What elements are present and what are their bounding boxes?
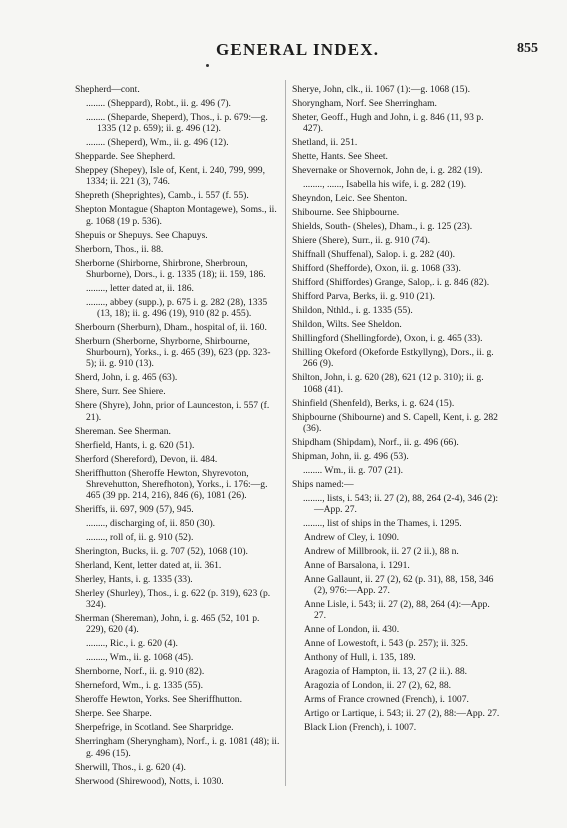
column-divider <box>285 80 286 786</box>
index-entry: Shipman, John, ii. g. 496 (53). <box>292 450 409 462</box>
index-entry: Sheyndon, Leic. See Shenton. <box>292 193 408 205</box>
index-entry: Sherman (Shereman), John, i. g. 465 (52, 101 p. 229), 620 (4). <box>75 613 260 636</box>
index-entry: Shepparde. See Shepherd. <box>75 151 176 163</box>
index-entry: Anne of London, ii. 430. <box>304 624 400 636</box>
index-entry: Sherpefrige, in Scotland. See Sharpridge. <box>75 722 234 734</box>
index-entry: Sherburn (Sherborne, Shyrborne, Shirbourne, Shurbourn), Yorks., i. g. 465 (39), 623 (pp. 323-5); ii. g. 910 (13). <box>75 336 271 370</box>
index-entry: Anne of Barsalona, i. 1291. <box>304 560 410 572</box>
index-entry: Sherpe. See Sharpe. <box>75 708 152 720</box>
index-entry: Shevernake or Shovernok, John de, i. g. 282 (19). <box>292 165 483 177</box>
index-entry: Shillingford (Shellingforde), Oxon, i. g. 465 (33). <box>292 333 483 345</box>
index-entry: Shere (Shyre), John, prior of Launceston, i. 557 (f. 21). <box>75 400 270 423</box>
index-entry: Shernborne, Norf., ii. g. 910 (82). <box>75 666 205 678</box>
index-entry: Shifford (Shiffordes) Grange, Salop,. i. g. 846 (82). <box>292 277 490 289</box>
index-entry: ........, abbey (supp.), p. 675 i. g. 282 (28), 1335 (13, 18); ii. g. 496 (19), 910 (82 p. 455). <box>86 296 268 320</box>
index-entry: Shiffnall (Shuffenal), Salop. i. g. 282 (40). <box>292 249 455 261</box>
index-entry: ........, Wm., ii. g. 1068 (45). <box>86 652 194 664</box>
index-entry: Shipbourne (Shibourne) and S. Capell, Kent, i. g. 282 (36). <box>292 411 498 434</box>
index-entry: ........ (Sheperd), Wm., ii. g. 496 (12). <box>86 137 229 149</box>
index-entry: ........, ......, Isabella his wife, i. g. 282 (19). <box>303 179 467 191</box>
index-entry: Aragozia of London, ii. 27 (2), 62, 88. <box>304 680 452 692</box>
index-entry: Artigo or Lartique, i. 543; ii. 27 (2), 88:—App. 27. <box>304 708 500 720</box>
index-entry: Sherye, John, clk., ii. 1067 (1):—g. 1068 (15). <box>292 84 470 95</box>
index-entry: Shields, South- (Sheles), Dham., i. g. 125 (23). <box>292 221 473 233</box>
ornament-dot <box>206 64 209 67</box>
index-column-left <box>75 84 280 790</box>
index-entry: Shepton Montague (Shapton Montagewe), Soms., ii. g. 1068 (19 p. 536). <box>75 204 277 227</box>
index-entry: ........ Wm., ii. g. 707 (21). <box>303 464 404 476</box>
page-header <box>0 40 567 64</box>
index-entry: Shere, Surr. See Shiere. <box>75 386 166 398</box>
index-entry: Arms of France crowned (French), i. 1007. <box>304 694 469 706</box>
index-entry: Shildon, Wilts. See Sheldon. <box>292 319 402 331</box>
index-entry: Sherford (Shereford), Devon, ii. 484. <box>75 453 218 465</box>
index-entry: Ships named:— <box>292 478 354 490</box>
index-entry: ........, roll of, ii. g. 910 (52). <box>86 532 194 544</box>
index-entry: Shepuis or Shepuys. See Chapuys. <box>75 229 208 241</box>
index-entry: ........ (Sheppard), Robt., ii. g. 496 (7). <box>86 98 231 109</box>
index-entry: Anne of Lowestoft, i. 543 (p. 257); ii. 325. <box>304 638 468 650</box>
index-entry: Shetland, ii. 251. <box>292 137 358 149</box>
index-entry: Sherd, John, i. g. 465 (63). <box>75 372 178 384</box>
index-entry: Shipdham (Shipdam), Norf., ii. g. 496 (66). <box>292 436 459 448</box>
index-entry: ........, discharging of, ii. 850 (30). <box>86 518 216 530</box>
index-entry: Sherley, Hants, i. g. 1335 (33). <box>75 574 193 586</box>
index-entry: Aragozia of Hampton, ii. 13, 27 (2 ii.). 88. <box>304 666 468 678</box>
index-entry: Sheriffhutton (Sheroffe Hewton, Shyrevoton, Shrevehutton, Sherefhoton), Yorks., i. 176:—g. 465 (39 pp. 214, 216), 846 (6), 1081 (26). <box>75 467 268 502</box>
index-entry: Shereman. See Sherman. <box>75 425 171 437</box>
index-entry: Sherington, Bucks, ii. g. 707 (52), 1068 (10). <box>75 546 248 558</box>
index-entry: Anne Gallaunt, ii. 27 (2), 62 (p. 31), 88, 158, 346 (2), 976:—App. 27. <box>304 574 494 597</box>
index-entry: Sherland, Kent, letter dated at, ii. 361. <box>75 560 222 572</box>
index-entry: ........, letter dated at, ii. 186. <box>86 282 194 294</box>
index-entry: Sheppey (Shepey), Isle of, Kent, i. 240, 799, 999, 1334; ii. 221 (3), 746. <box>75 165 265 188</box>
index-entry: Shepreth (Sheprightes), Camb., i. 557 (f. 55). <box>75 190 249 202</box>
index-entry: Shifford Parva, Berks, ii. g. 910 (21). <box>292 291 435 303</box>
index-entry: Anthony of Hull, i. 135, 189. <box>304 652 416 664</box>
index-entry: Sherwood (Shirewood), Notts, i. 1030. <box>75 775 224 787</box>
index-entry: Shinfield (Shenfeld), Berks, i. g. 624 (15). <box>292 397 455 409</box>
index-entry: Shilton, John, i. g. 620 (28), 621 (12 p. 310); ii. g. 1068 (41). <box>292 372 484 395</box>
index-entry: Sherbourn (Sherburn), Dham., hospital of, ii. 160. <box>75 322 267 334</box>
index-entry: Black Lion (French), i. 1007. <box>304 722 417 734</box>
index-entry: Anne Lisle, i. 543; ii. 27 (2), 88, 264 (4):—App. 27. <box>304 599 490 622</box>
index-entry: Shifford (Shefforde), Oxon, ii. g. 1068 (33). <box>292 263 461 275</box>
index-entry: Shepherd—cont. <box>75 84 140 95</box>
index-entry: Shildon, Nthld., i. g. 1335 (55). <box>292 305 413 317</box>
index-entry: ........, lists, i. 543; ii. 27 (2), 88, 264 (2-4), 346 (2):—App. 27. <box>303 492 499 516</box>
index-entry: Shette, Hants. See Sheet. <box>292 151 388 163</box>
index-column-right <box>292 84 500 736</box>
index-entry: Sheroffe Hewton, Yorks. See Sheriffhutton. <box>75 694 242 706</box>
page-number: 855 <box>517 41 538 56</box>
index-entry: ........, Ric., i. g. 620 (4). <box>86 638 178 650</box>
index-entry: Sherborn, Thos., ii. 88. <box>75 243 164 255</box>
index-entry: Sherborne (Shirborne, Shirbrone, Sherbroun, Shurborne), Dors., i. g. 1335 (18); ii. 159, 186. <box>75 257 266 280</box>
index-entry: Shibourne. See Shipbourne. <box>292 207 400 219</box>
index-entry: Shilling Okeford (Okeforde Estkyllyng), Dors., ii. g. 266 (9). <box>292 347 494 370</box>
index-entry: Sheriffs, ii. 697, 909 (57), 945. <box>75 504 194 516</box>
index-entry: Sherneford, Wm., i. g. 1335 (55). <box>75 680 203 692</box>
index-entry: Andrew of Cley, i. 1090. <box>304 532 400 544</box>
index-entry: Sherringham (Sheryngham), Norf., i. g. 1081 (48); ii. g. 496 (15). <box>75 736 280 759</box>
index-entry: Shoryngham, Norf. See Sherringham. <box>292 98 437 109</box>
index-entry: ........ (Sheparde, Sheperd), Thos., i. p. 679:—g. 1335 (12 p. 659); ii. g. 496 (12). <box>86 112 268 135</box>
index-entry: Sherley (Shurley), Thos., i. g. 622 (p. 319), 623 (p. 324). <box>75 588 271 611</box>
index-entry: Sheter, Geoff., Hugh and John, i. g. 846 (11, 93 p. 427). <box>292 112 484 135</box>
index-entry: Andrew of Millbrook, ii. 27 (2 ii.), 88 n. <box>304 546 459 558</box>
index-entry: Sherwill, Thos., i. g. 620 (4). <box>75 761 186 773</box>
index-entry: ........, list of ships in the Thames, i. 1295. <box>303 518 462 530</box>
index-entry: Sherfield, Hants, i. g. 620 (51). <box>75 439 195 451</box>
page-title: GENERAL INDEX. <box>216 40 380 59</box>
index-entry: Shiere (Shere), Surr., ii. g. 910 (74). <box>292 235 431 247</box>
